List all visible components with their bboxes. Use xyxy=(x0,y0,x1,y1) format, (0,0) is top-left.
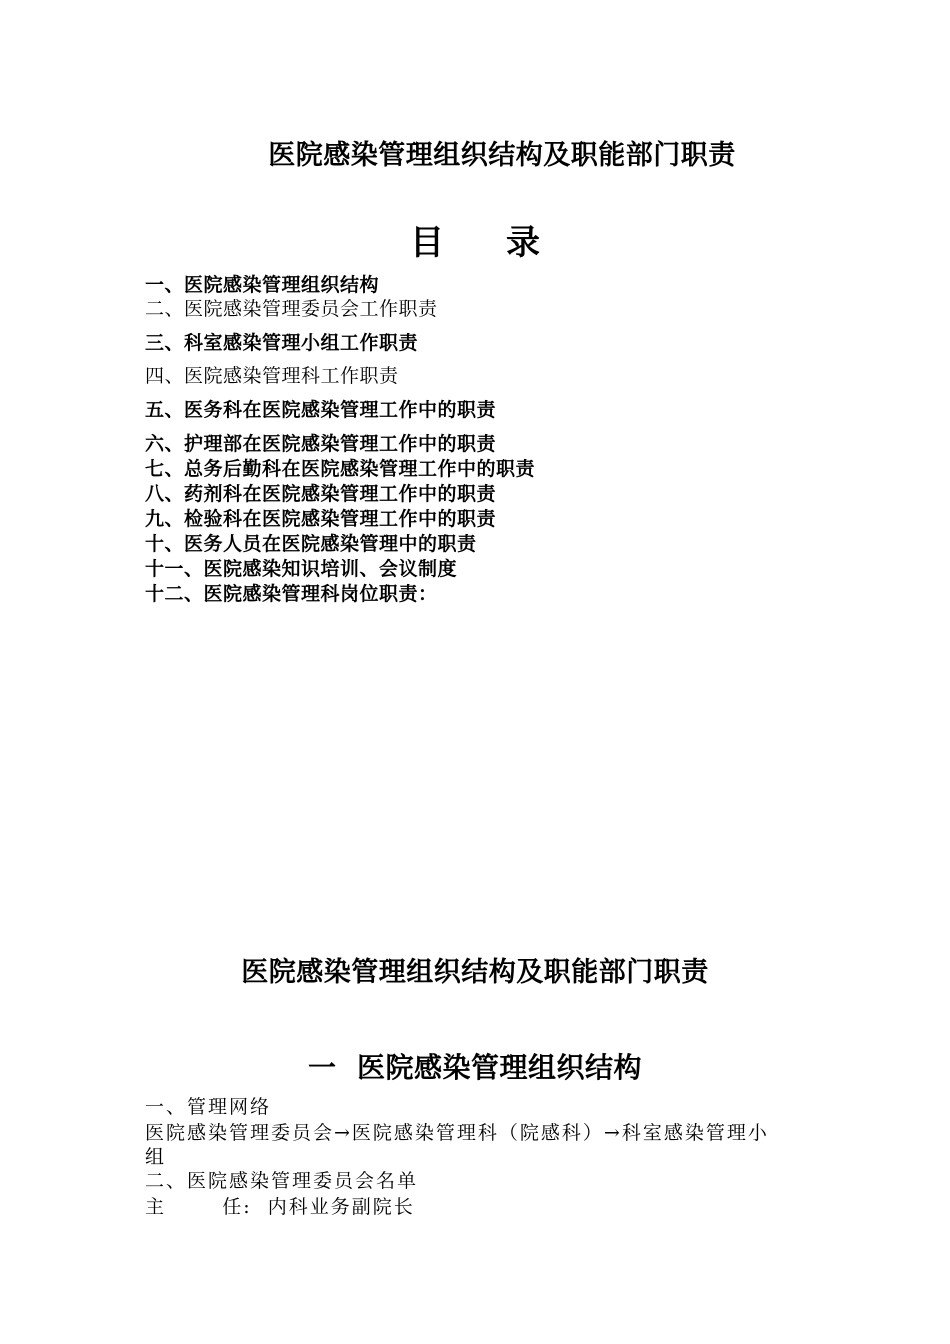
body-line: 二、医院感染管理委员会名单 xyxy=(145,1170,419,1192)
toc-item: 四、医院感染管理科工作职责 xyxy=(145,365,399,387)
body-line: 主 任: 内科业务副院长 xyxy=(145,1196,415,1218)
toc-item: 六、护理部在医院感染管理工作中的职责 xyxy=(145,433,497,455)
toc-item: 十、医务人员在医院感染管理中的职责 xyxy=(145,533,477,555)
chapter-title: 一 医院感染管理组织结构 xyxy=(308,1051,642,1084)
toc-item: 二、医院感染管理委员会工作职责 xyxy=(145,298,438,320)
page-title: 医院感染管理组织结构及职能部门职责 xyxy=(268,140,736,171)
toc-item: 十二、医院感染管理科岗位职责： xyxy=(145,583,438,605)
toc-item: 三、科室感染管理小组工作职责 xyxy=(145,332,419,354)
toc-heading: 目录 xyxy=(410,223,602,263)
toc-item: 一、医院感染管理组织结构 xyxy=(145,274,380,296)
body-line: 一、管理网络 xyxy=(145,1096,272,1118)
body-line: 组 xyxy=(145,1146,167,1168)
toc-item: 十一、医院感染知识培训、会议制度 xyxy=(145,558,458,580)
section-title: 医院感染管理组织结构及职能部门职责 xyxy=(241,957,709,988)
toc-item: 八、药剂科在医院感染管理工作中的职责 xyxy=(145,483,497,505)
toc-item: 五、医务科在医院感染管理工作中的职责 xyxy=(145,399,497,421)
toc-item: 九、检验科在医院感染管理工作中的职责 xyxy=(145,508,497,530)
body-line: 医院感染管理委员会→医院感染管理科（院感科）→科室感染管理小 xyxy=(145,1122,769,1144)
toc-item: 七、总务后勤科在医院感染管理工作中的职责 xyxy=(145,458,536,480)
